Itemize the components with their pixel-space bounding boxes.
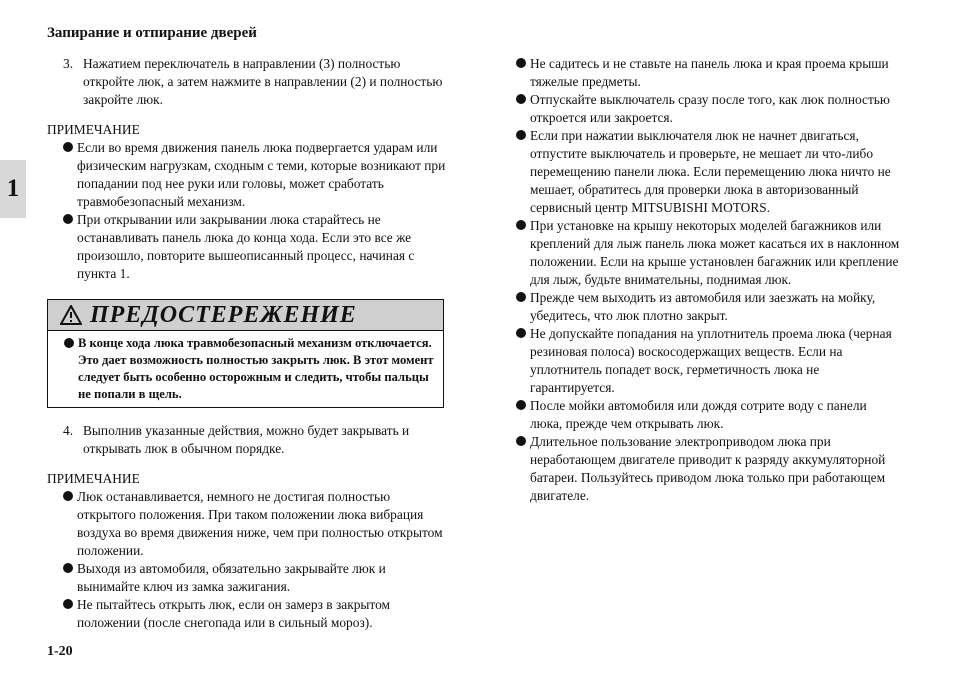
warning-item: В конце хода люка травмобезопасный механизм отключается. Это дает возможность полностью закрыть люк. В этот момент следует быть особенно осторожным и следить, чтобы пальцы не попали в щель. (48, 335, 437, 403)
bullet-icon (63, 214, 73, 224)
caution-item: Не садитесь и не ставьте на панель люка и края проема крыши тяжелые предметы. (500, 55, 900, 91)
warning-body (48, 331, 443, 407)
caution-item: После мойки автомобиля или дождя сотрите воду с панели люка, прежде чем открывать люк. (500, 397, 900, 433)
note-item: Люк останавливается, немного не достигая полностью открытого положения. При таком положении люка вибрация воздуха во время движения ниже, чем при полностью открытом положении. (47, 488, 447, 560)
note-title: ПРИМЕЧАНИЕ (47, 471, 140, 486)
note-item: При открывании или закрывании люка старайтесь не останавливать панель люка до конца хода. Если это все же произошло, повторите вышеописанный процесс, начиная с пункта 1. (47, 211, 447, 283)
bullet-icon (63, 491, 73, 501)
step-text: Нажатием переключатель в направлении (3) полностью откройте люк, а затем нажмите в направлении (2) и полностью закройте люк. (83, 56, 443, 107)
left-column (47, 55, 447, 632)
note-title: ПРИМЕЧАНИЕ (47, 122, 140, 137)
bullet-icon (516, 436, 526, 446)
right-column (500, 55, 900, 505)
note-item: Если во время движения панель люка подвергается ударам или физическим нагрузкам, сходным с теми, которые возникают при попадании под нее руки или головы, может сработать травмобезопасный механизм. (47, 139, 447, 211)
caution-item: Если при нажатии выключателя люк не начнет двигаться, отпустите выключатель и проверьте, не мешает ли что-либо перемещению панели люка. Если перемещению люка ничто не мешает, обратитесь для проверки люка в авторизованный сервисный центр MITSUBISHI MOTORS. (500, 127, 900, 217)
warning-title: ПРЕДОСТЕРЕЖЕНИЕ (90, 301, 357, 328)
warning-list (48, 335, 437, 403)
section-header: Запирание и отпирание дверей (47, 25, 257, 41)
caution-item: Прежде чем выходить из автомобиля или заезжать на мойку, убедитесь, что люк плотно закрыт. (500, 289, 900, 325)
chapter-tab (0, 160, 26, 218)
step-text: Выполнив указанные действия, можно будет закрывать и открывать люк в обычном порядке. (83, 423, 410, 456)
caution-list (500, 55, 900, 505)
page-number: 1-20 (47, 644, 73, 659)
note-item: Не пытайтесь открыть люк, если он замерз в закрытом положении (после снегопада или в сильный мороз). (47, 596, 447, 632)
bullet-icon (63, 563, 73, 573)
note-list (47, 488, 447, 632)
bullet-icon (63, 599, 73, 609)
bullet-icon (64, 338, 74, 348)
step-3 (47, 55, 447, 109)
warning-triangle-icon (60, 305, 82, 325)
warning-header (48, 300, 443, 331)
step-number: 4. (63, 423, 74, 438)
bullet-icon (516, 292, 526, 302)
caution-item: Длительное пользование электроприводом люка при неработающем двигателе приводит к разряду аккумуляторной батареи. Пользуйтесь приводом люка только при работающем двигателе. (500, 433, 900, 505)
step-4 (47, 422, 447, 458)
note-item: Выходя из автомобиля, обязательно закрывайте люк и вынимайте ключ из замка зажигания. (47, 560, 447, 596)
caution-item: Не допускайте попадания на уплотнитель проема люка (черная резиновая полоса) воскосодержащих веществ. Если на уплотнитель попадет воск, герметичность люка не гарантируется. (500, 325, 900, 397)
step-number: 3. (63, 56, 74, 71)
caution-item: При установке на крышу некоторых моделей багажников или креплений для лыж панель люка может касаться их в наклонном положении. Если на крыше установлен багажник или крепление для лыж, будьте внимательны, поднимая люк. (500, 217, 900, 289)
bullet-icon (63, 142, 73, 152)
note-list (47, 139, 447, 283)
bullet-icon (516, 58, 526, 68)
bullet-icon (516, 328, 526, 338)
chapter-number: 1 (6, 175, 20, 202)
bullet-icon (516, 130, 526, 140)
bullet-icon (516, 220, 526, 230)
bullet-icon (516, 94, 526, 104)
warning-box (47, 299, 444, 408)
bullet-icon (516, 400, 526, 410)
caution-item: Отпускайте выключатель сразу после того, как люк полностью откроется или закроется. (500, 91, 900, 127)
